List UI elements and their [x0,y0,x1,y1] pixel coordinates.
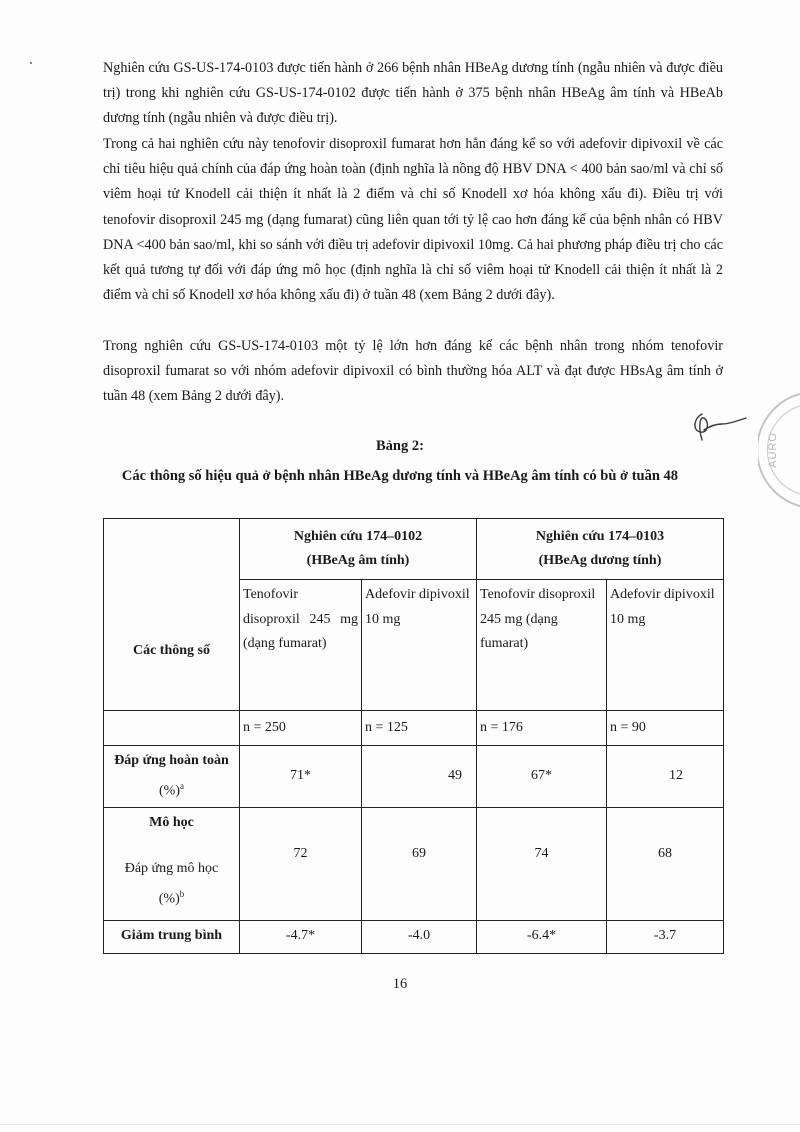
drug-cell: Adefovir dipivoxil 10 mg [362,580,477,711]
table-cell: -3.7 [607,920,724,953]
drug-cell: Tenofovir disoproxil 245 mg (dạng fumarat) [240,580,362,711]
drug-cell: Adefovir dipivoxil 10 mg [607,580,724,711]
table-cell: -6.4* [477,920,607,953]
row-unit: (%) [158,891,180,907]
table-corner-cell [104,519,240,711]
table-cell: 69 [362,807,477,920]
table-row [104,807,724,920]
page-number: 16 [392,976,408,992]
study-population: (HBeAg âm tính) [306,553,410,568]
n-cell: n = 90 [607,711,724,746]
table-row [104,920,724,953]
table-subtitle: Các thông số hiệu quả ở bệnh nhân HBeAg dương tính và HBeAg âm tính có bù ở tuần 48 [121,468,679,484]
table-cell: 67* [477,746,607,808]
table-cell: 71* [240,746,362,808]
paragraph-study-intro: Nghiên cứu GS-US-174-0103 được tiến hành ở 266 bệnh nhân HBeAg dương tính (ngẫu nhiên và được điều trị) trong khi nghiên cứu GS-US-174-0102 được tiến hành ở 375 bệnh nhân HBeAg âm tính và HBeAb dương tính (ngẫu nhiên và được điều trị). [103,60,723,127]
row-label-histology [104,807,240,920]
paragraph-alt-normalization: Trong nghiên cứu GS-US-174-0103 một tỷ lệ lớn hơn đáng kể các bệnh nhân trong nhóm tenofovir disoproxil fumarat so với nhóm adefovir dipivoxil có bình thường hóa ALT và đạt được HBsAg âm tính ở tuần 48 (xem Bảng 2 dưới đây). [103,338,723,405]
table-title: Bảng 2: [376,438,424,454]
efficacy-table [103,518,724,954]
study-name: Nghiên cứu 174–0102 [293,528,423,544]
table-cell: 12 [607,746,724,808]
study-header-0103 [477,519,724,580]
table-cell: -4.0 [362,920,477,953]
table-cell: 49 [362,746,477,808]
row-label: Đáp ứng hoàn toàn [114,753,229,768]
n-cell: n = 176 [477,711,607,746]
row-label-mean-reduction: Giảm trung bình [104,920,240,953]
study-header-0102 [240,519,477,580]
drug-cell: Tenofovir disoproxil 245 mg (dạng fumarat) [477,580,607,711]
study-population: (HBeAg dương tính) [538,553,662,568]
row-label: Đáp ứng mô học [124,861,219,877]
footnote-marker: a [180,780,184,791]
paragraph-efficacy: Trong cả hai nghiên cứu này tenofovir disoproxil fumarat hơn hẳn đáng kể so với adefovir dipivoxil về các chỉ tiêu hiệu quả chính của đáp ứng hoàn toàn (định nghĩa là nồng độ HBV DNA < 400 bản sao/ml và chỉ số viêm hoại tử Knodell cải thiện ít nhất là 2 điểm và chỉ số Knodell xơ hóa không xấu đi). Điều trị với tenofovir disoproxil 245 mg (dạng fumarat) cũng liên quan tới tỷ lệ cao hơn đáng kể của bệnh nhân có HBV DNA <400 bản sao/ml, khi so sánh với điều trị adefovir dipivoxil 10mg. Cả hai phương pháp điều trị cho các kết quả tương tự đối với đáp ứng mô học (định nghĩa là chỉ số viêm hoại tử Knodell cải thiện ít nhất là 2 điểm và chỉ số Knodell xơ hóa không xấu đi) ở tuần 48 (xem Bảng 2 dưới đây). [103,136,723,304]
section-label: Mô học [149,814,194,830]
study-name: Nghiên cứu 174–0103 [535,528,665,544]
scan-edge-line [0,1124,800,1125]
scan-speck [30,62,32,64]
footnote-marker: b [179,888,185,899]
table-cell: -4.7* [240,920,362,953]
n-cell: n = 250 [240,711,362,746]
table-row [104,746,724,808]
n-cell: n = 125 [362,711,477,746]
row-unit: (%) [159,783,180,799]
table-header-row [104,519,724,580]
table-cell: 72 [240,807,362,920]
table-n-row [104,711,724,746]
table-cell: 74 [477,807,607,920]
svg-text:AURO: AURO [767,432,779,468]
param-header: Các thông số [104,639,240,674]
row-label-complete-response [104,746,240,808]
table-cell: 68 [607,807,724,920]
